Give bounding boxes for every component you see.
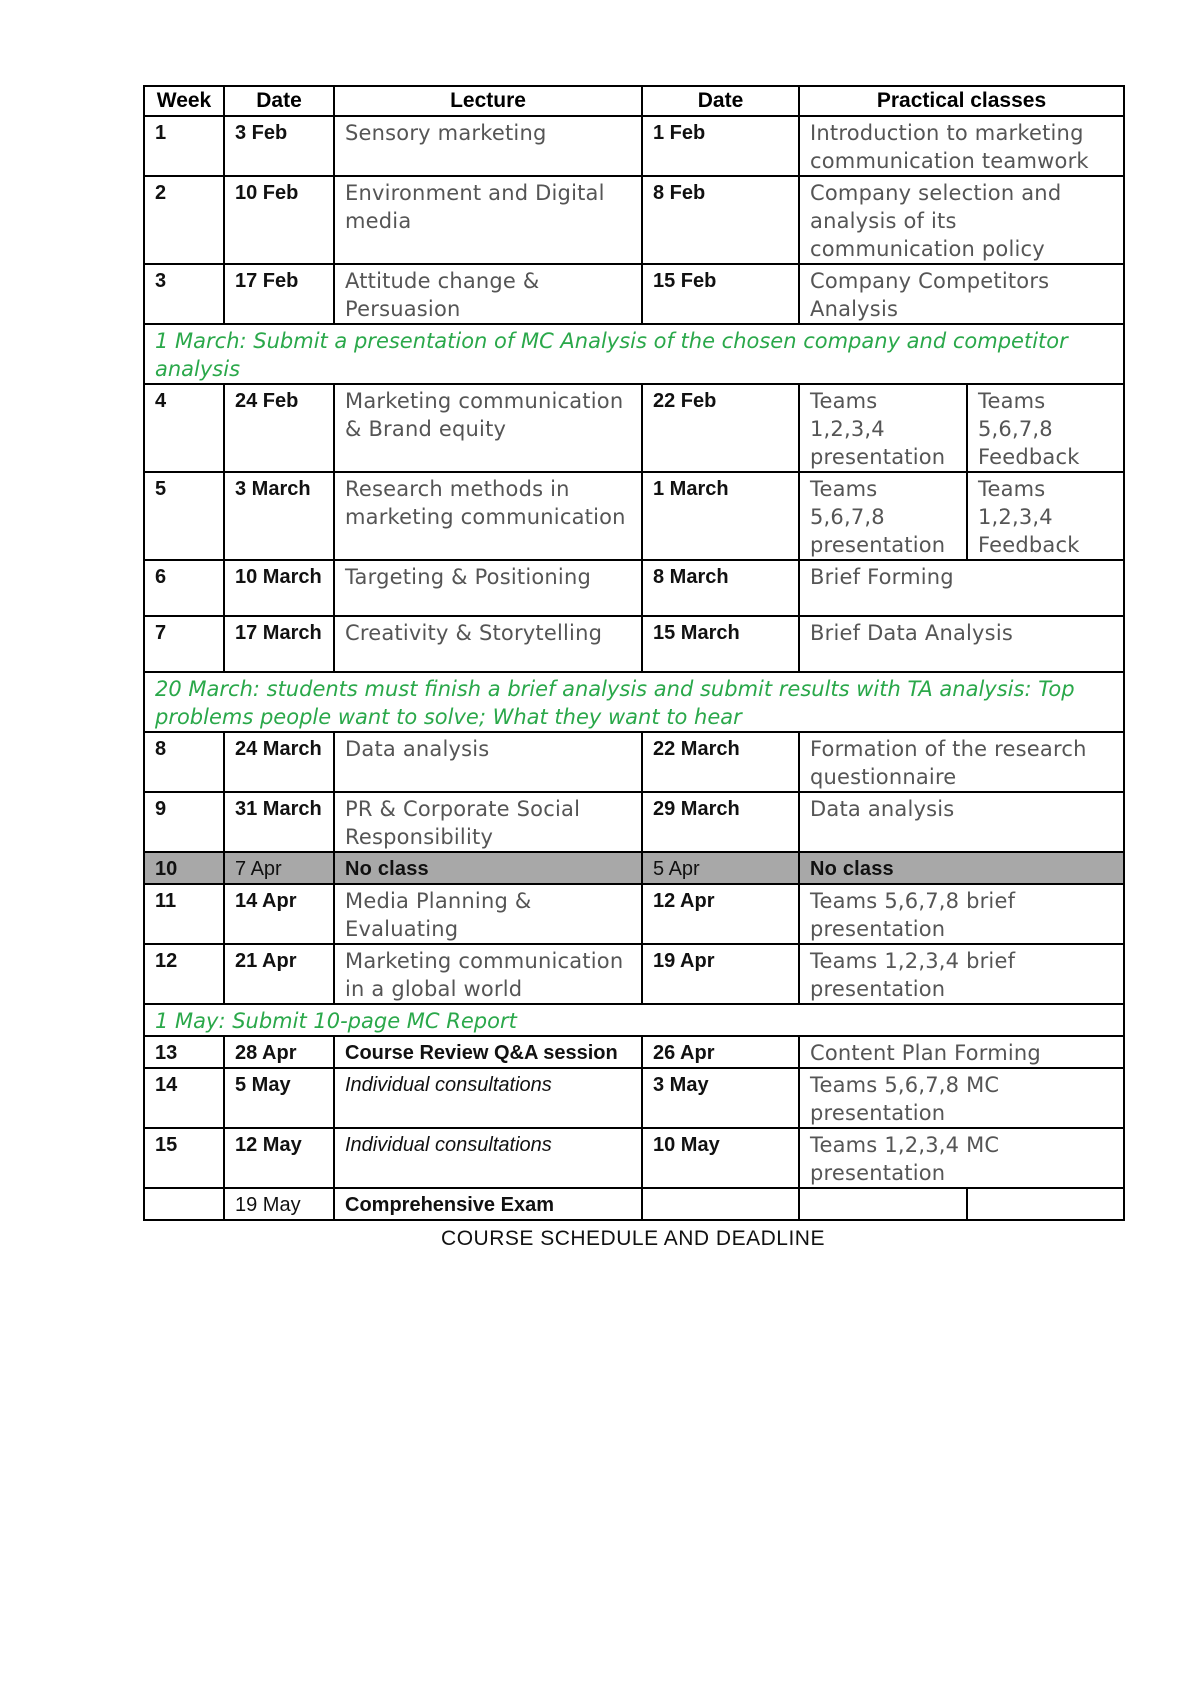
practical-cell: Teams 1,2,3,4 brief presentation [799,944,1124,1004]
course-schedule-table [143,85,1125,1221]
lecture-cell: Marketing communication in a global world [334,944,642,1004]
practical-date-cell: 22 Feb [642,384,799,472]
practical-cell: Company Competitors Analysis [799,264,1124,324]
lecture-cell: Attitude change & Persuasion [334,264,642,324]
lecture-date-cell: 10 March [224,560,334,616]
header-lecture: Lecture [334,86,642,116]
lecture-cell: Research methods in marketing communication [334,472,642,560]
table-row [144,560,1124,616]
lecture-cell: Sensory marketing [334,116,642,176]
table-row [144,1128,1124,1188]
table-caption: COURSE SCHEDULE AND DEADLINE [441,1227,825,1250]
lecture-cell: Targeting & Positioning [334,560,642,616]
deadline-note: 20 March: students must finish a brief analysis and submit results with TA analysis: Top problems people want to solve; What they want to hear [144,672,1124,732]
practical-cell-b [967,1188,1124,1220]
table-row [144,1068,1124,1128]
practical-date-cell: 12 Apr [642,884,799,944]
lecture-date-cell: 3 Feb [224,116,334,176]
table-row-no-class [144,852,1124,884]
practical-date-cell: 15 March [642,616,799,672]
week-cell: 14 [144,1068,224,1128]
week-cell: 11 [144,884,224,944]
lecture-cell: Individual consultations [334,1068,642,1128]
lecture-date-cell: 19 May [224,1188,334,1220]
lecture-date-cell: 17 March [224,616,334,672]
lecture-date-cell: 10 Feb [224,176,334,264]
lecture-date-cell: 7 Apr [224,852,334,884]
header-practical-date: Date [642,86,799,116]
header-week: Week [144,86,224,116]
lecture-cell: Comprehensive Exam [334,1188,642,1220]
header-lecture-date: Date [224,86,334,116]
table-row [144,884,1124,944]
deadline-note-row [144,324,1124,384]
table-row [144,792,1124,852]
table-row [144,944,1124,1004]
practical-cell-presentation: Teams 5,6,7,8 presentation [799,472,967,560]
week-cell [144,1188,224,1220]
practical-date-cell: 22 March [642,732,799,792]
practical-cell: Content Plan Forming [799,1036,1124,1068]
table-row [144,264,1124,324]
practical-date-cell: 29 March [642,792,799,852]
practical-cell: Teams 5,6,7,8 brief presentation [799,884,1124,944]
week-cell: 2 [144,176,224,264]
lecture-cell: Environment and Digital media [334,176,642,264]
header-row [144,86,1124,116]
lecture-date-cell: 3 March [224,472,334,560]
week-cell: 3 [144,264,224,324]
practical-date-cell: 15 Feb [642,264,799,324]
week-cell: 5 [144,472,224,560]
table-row [144,176,1124,264]
table-row [144,616,1124,672]
practical-cell-presentation: Teams 1,2,3,4 presentation [799,384,967,472]
week-cell: 4 [144,384,224,472]
table-row [144,732,1124,792]
lecture-date-cell: 5 May [224,1068,334,1128]
week-cell: 12 [144,944,224,1004]
lecture-cell: Creativity & Storytelling [334,616,642,672]
week-cell: 7 [144,616,224,672]
deadline-note: 1 March: Submit a presentation of MC Analysis of the chosen company and competitor analysis [144,324,1124,384]
practical-date-cell: 3 May [642,1068,799,1128]
lecture-cell: PR & Corporate Social Responsibility [334,792,642,852]
week-cell: 8 [144,732,224,792]
lecture-date-cell: 24 Feb [224,384,334,472]
practical-cell: Data analysis [799,792,1124,852]
practical-date-cell: 5 Apr [642,852,799,884]
practical-cell: Introduction to marketing communication teamwork [799,116,1124,176]
practical-cell: Brief Data Analysis [799,616,1124,672]
practical-date-cell: 10 May [642,1128,799,1188]
lecture-date-cell: 24 March [224,732,334,792]
document-page [143,85,1123,1251]
lecture-cell: Marketing communication & Brand equity [334,384,642,472]
table-row [144,116,1124,176]
lecture-date-cell: 28 Apr [224,1036,334,1068]
lecture-date-cell: 17 Feb [224,264,334,324]
week-cell: 6 [144,560,224,616]
week-cell: 13 [144,1036,224,1068]
practical-cell: Formation of the research questionnaire [799,732,1124,792]
practical-cell-feedback: Teams 5,6,7,8 Feedback [967,384,1124,472]
lecture-cell: Media Planning & Evaluating [334,884,642,944]
table-row [144,1036,1124,1068]
lecture-date-cell: 31 March [224,792,334,852]
lecture-date-cell: 21 Apr [224,944,334,1004]
table-row-exam [144,1188,1124,1220]
practical-cell-feedback: Teams 1,2,3,4 Feedback [967,472,1124,560]
lecture-cell: Course Review Q&A session [334,1036,642,1068]
practical-date-cell: 8 March [642,560,799,616]
deadline-note: 1 May: Submit 10-page MC Report [144,1004,1124,1036]
practical-cell-a [799,1188,967,1220]
week-cell: 1 [144,116,224,176]
table-row [144,384,1124,472]
lecture-cell: Individual consultations [334,1128,642,1188]
lecture-date-cell: 14 Apr [224,884,334,944]
week-cell: 15 [144,1128,224,1188]
week-cell: 9 [144,792,224,852]
week-cell: 10 [144,852,224,884]
practical-cell: Teams 1,2,3,4 MC presentation [799,1128,1124,1188]
deadline-note-row [144,1004,1124,1036]
practical-cell: Teams 5,6,7,8 MC presentation [799,1068,1124,1128]
deadline-note-row [144,672,1124,732]
practical-date-cell [642,1188,799,1220]
practical-cell: No class [799,852,1124,884]
table-row [144,472,1124,560]
practical-date-cell: 19 Apr [642,944,799,1004]
practical-date-cell: 26 Apr [642,1036,799,1068]
lecture-date-cell: 12 May [224,1128,334,1188]
practical-cell: Company selection and analysis of its communication policy [799,176,1124,264]
practical-date-cell: 1 March [642,472,799,560]
lecture-cell: No class [334,852,642,884]
practical-date-cell: 8 Feb [642,176,799,264]
practical-date-cell: 1 Feb [642,116,799,176]
lecture-cell: Data analysis [334,732,642,792]
header-practical: Practical classes [799,86,1124,116]
practical-cell: Brief Forming [799,560,1124,616]
